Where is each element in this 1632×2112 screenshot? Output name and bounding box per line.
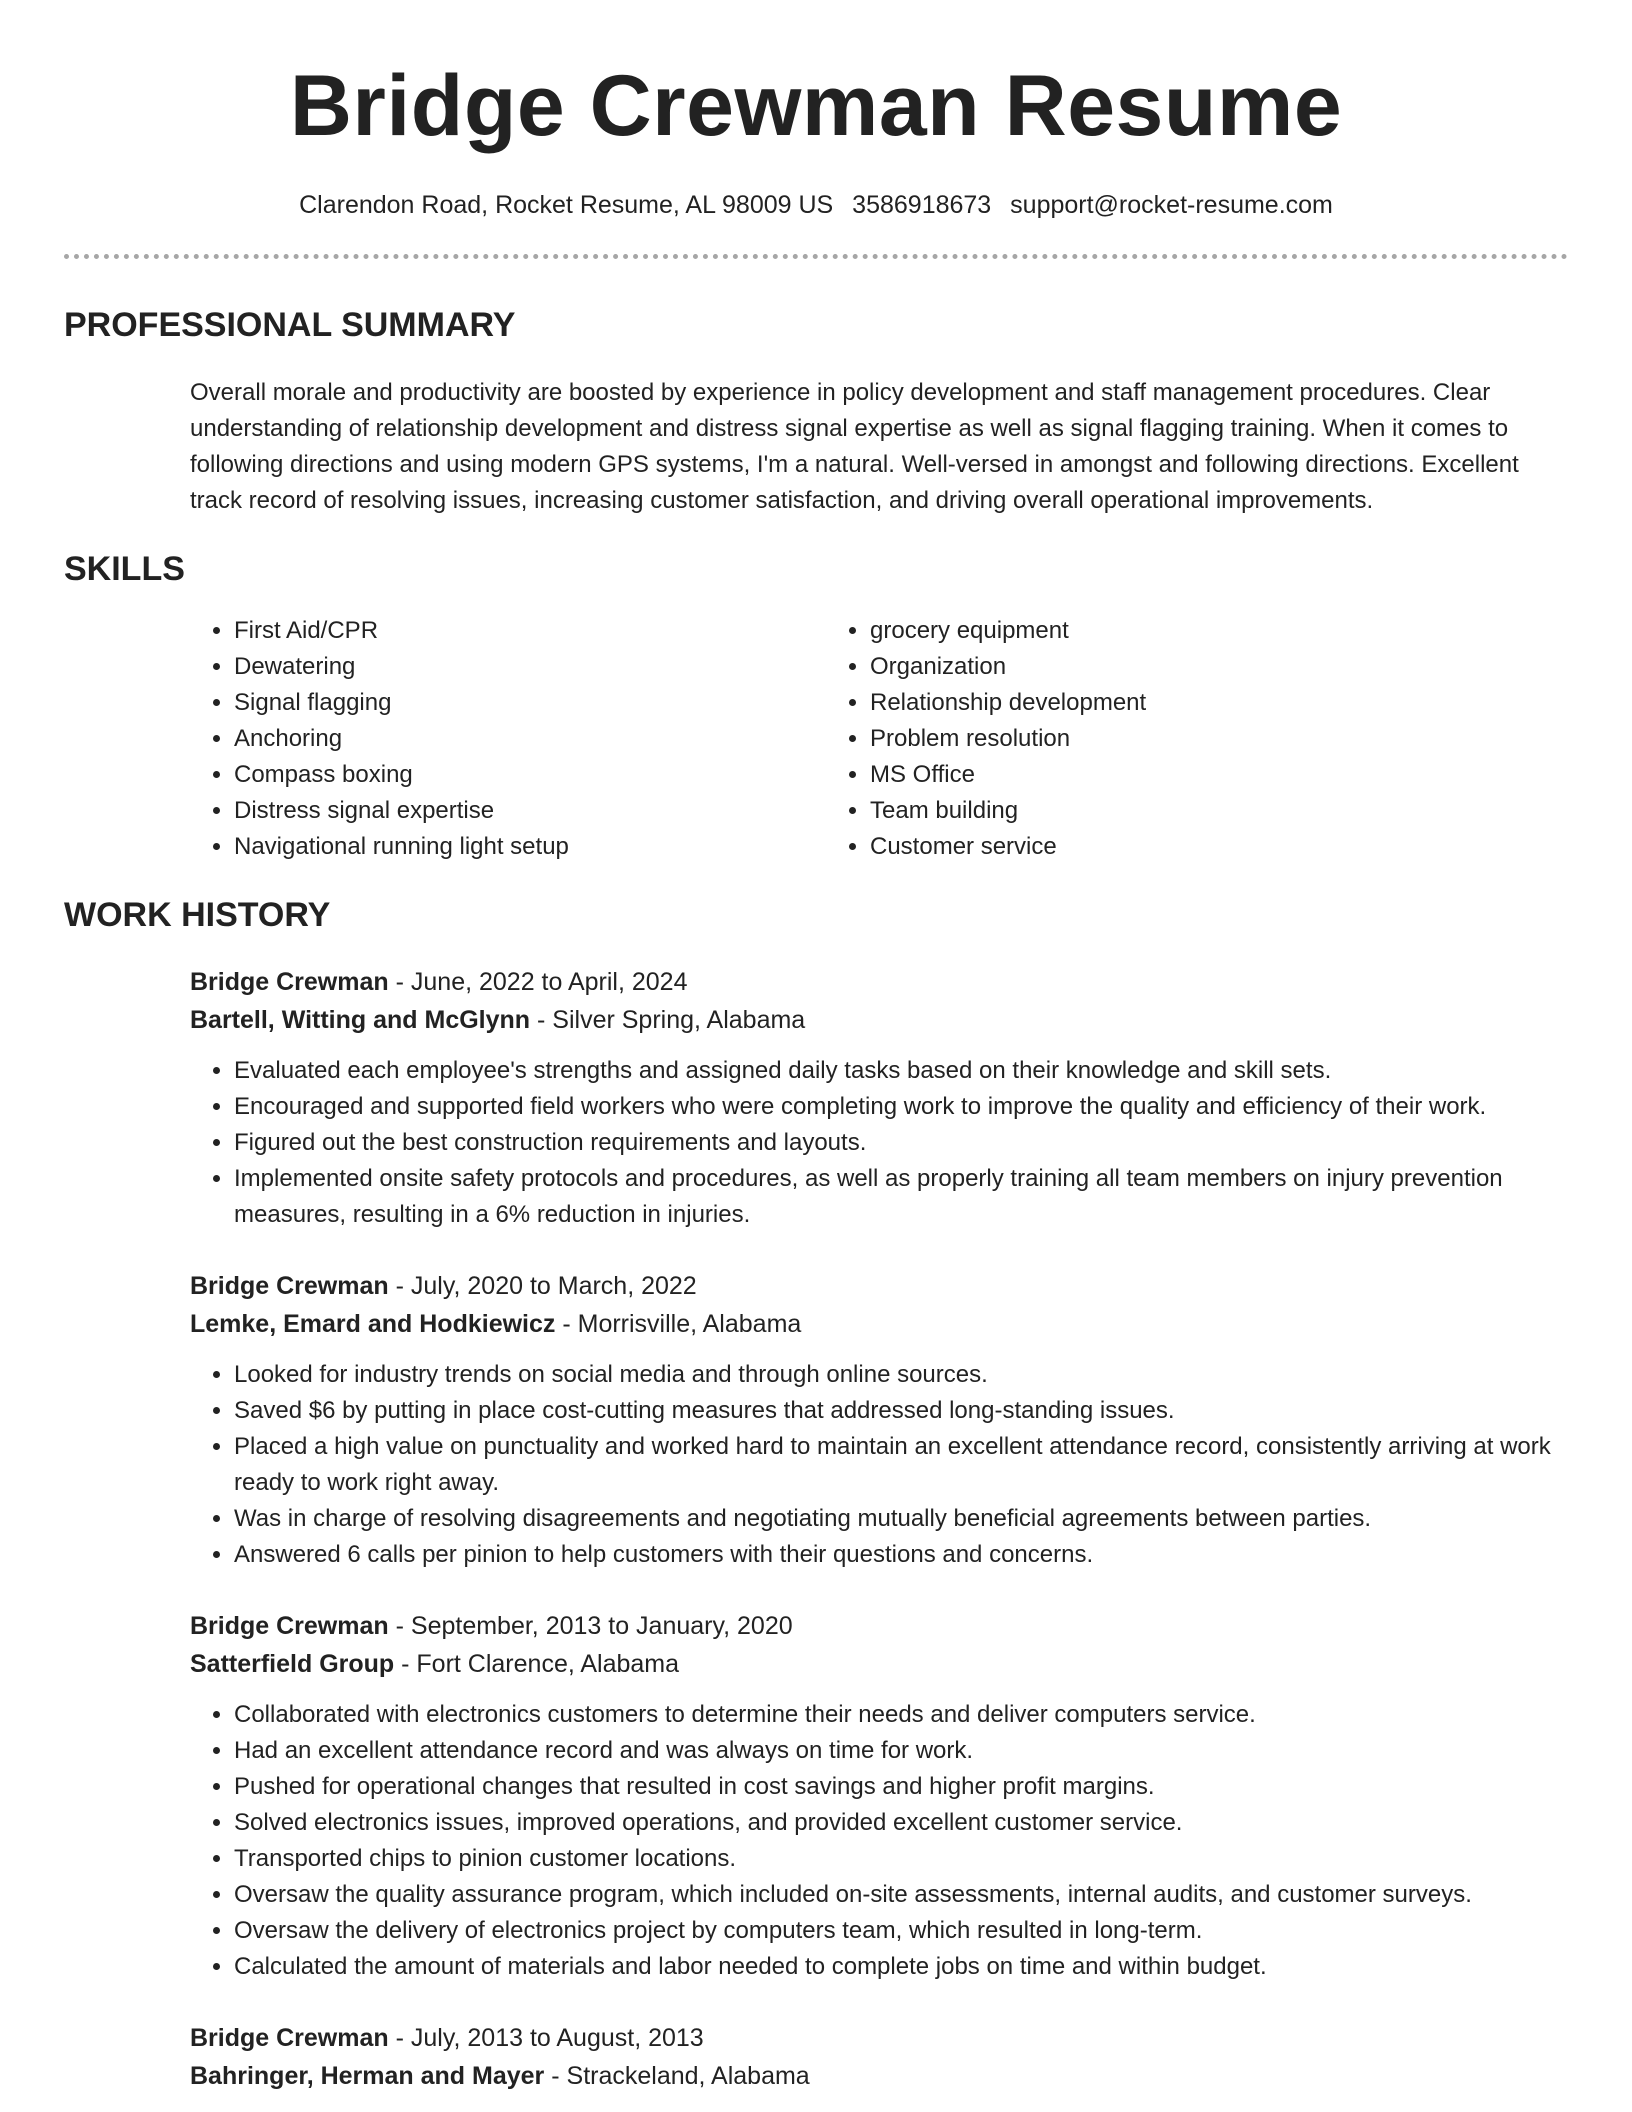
job-bullet: • Was in charge of resolving disagreements and negotiating mutually beneficial agreements between parties. bbox=[234, 1501, 1568, 1537]
job-dates: - September, 2013 to January, 2020 bbox=[388, 1612, 793, 1640]
skills-columns bbox=[190, 613, 1568, 865]
skill-item: • grocery equipment bbox=[870, 613, 1462, 649]
job-role: Bridge Crewman bbox=[190, 2024, 389, 2052]
job-role-line bbox=[190, 2019, 1568, 2057]
summary-heading: PROFESSIONAL SUMMARY bbox=[64, 306, 516, 344]
skill-item: • First Aid/CPR bbox=[234, 613, 826, 649]
job-bullet: • Solved electronics issues, improved operations, and provided excellent customer service. bbox=[234, 1805, 1568, 1841]
job-company: Bartell, Witting and McGlynn bbox=[190, 1006, 531, 1034]
job-bullet: • Evaluated each employee's strengths and assigned daily tasks based on their knowledge and skill sets. bbox=[234, 1053, 1568, 1089]
job-dates: - June, 2022 to April, 2024 bbox=[388, 968, 688, 996]
job-bullet: • Saved $6 by putting in place cost-cutting measures that addressed long-standing issues. bbox=[234, 1393, 1568, 1429]
job-company-line bbox=[190, 2057, 1568, 2095]
job-bullet: • Encouraged and supported field workers who were completing work to improve the quality and efficiency of their work. bbox=[234, 1089, 1568, 1125]
job-company: Satterfield Group bbox=[190, 1650, 395, 1678]
job-bullet: • Oversaw the quality assurance program, which included on-site assessments, internal audits, and customer surveys. bbox=[234, 1877, 1568, 1913]
skill-item: • Compass boxing bbox=[234, 757, 826, 793]
job-company-line bbox=[190, 1645, 1568, 1683]
job-bullet: • Figured out the best construction requirements and layouts. bbox=[234, 1125, 1568, 1161]
skills-right-list bbox=[826, 613, 1462, 865]
job-entry bbox=[190, 1607, 1568, 1985]
job-bullet: • Collaborated with electronics customers to determine their needs and deliver computers service. bbox=[234, 1697, 1568, 1733]
skill-item: • Navigational running light setup bbox=[234, 829, 826, 865]
resume-title: Bridge Crewman Resume bbox=[289, 58, 1343, 154]
job-entry bbox=[190, 963, 1568, 1233]
job-bullet: • Looked for industry trends on social media and through online sources. bbox=[234, 1357, 1568, 1393]
job-dates: - July, 2013 to August, 2013 bbox=[388, 2024, 704, 2052]
job-bullet: • Pushed for operational changes that resulted in cost savings and higher profit margins. bbox=[234, 1769, 1568, 1805]
job-location: - Silver Spring, Alabama bbox=[530, 1006, 806, 1034]
skill-item: • Signal flagging bbox=[234, 685, 826, 721]
skill-item: • Dewatering bbox=[234, 649, 826, 685]
job-company-line bbox=[190, 1305, 1568, 1343]
job-bullet: • Transported chips to pinion customer locations. bbox=[234, 1841, 1568, 1877]
skill-item: • Distress signal expertise bbox=[234, 793, 826, 829]
job-bullet: • Placed a high value on punctuality and worked hard to maintain an excellent attendance record, consistently arriving at work ready to work right away. bbox=[234, 1429, 1568, 1501]
job-role-line bbox=[190, 1607, 1568, 1645]
job-company: Lemke, Emard and Hodkiewicz bbox=[190, 1310, 556, 1338]
job-bullets bbox=[190, 1697, 1568, 1985]
skill-item: • Problem resolution bbox=[870, 721, 1462, 757]
job-entry bbox=[190, 1267, 1568, 1573]
skill-item: • Relationship development bbox=[870, 685, 1462, 721]
skill-item: • Anchoring bbox=[234, 721, 826, 757]
skill-item: • Team building bbox=[870, 793, 1462, 829]
job-location: - Morrisville, Alabama bbox=[555, 1310, 802, 1338]
job-entry bbox=[190, 2019, 1568, 2095]
skill-item: • Customer service bbox=[870, 829, 1462, 865]
contact-line bbox=[64, 188, 1568, 222]
job-dates: - July, 2020 to March, 2022 bbox=[388, 1272, 697, 1300]
skills-left-list bbox=[190, 613, 826, 865]
skill-item: • Organization bbox=[870, 649, 1462, 685]
summary-text: Overall morale and productivity are boosted by experience in policy development and staff management procedures. Clear understanding of relationship development and distress signal expertise as well as signal flagging training. When it comes to following directions and using modern GPS systems, I'm a natural. Well-versed in amongst and following directions. Excellent track record of resolving issues, increasing customer satisfaction, and driving overall operational improvements. bbox=[190, 379, 1519, 514]
job-bullet: • Implemented onsite safety protocols and procedures, as well as properly training all team members on injury prevention measures, resulting in a 6% reduction in injuries. bbox=[234, 1161, 1568, 1233]
skills-heading: SKILLS bbox=[64, 550, 185, 588]
job-location: - Strackeland, Alabama bbox=[544, 2062, 810, 2090]
job-role: Bridge Crewman bbox=[190, 968, 389, 996]
work-history-heading: WORK HISTORY bbox=[64, 896, 331, 934]
job-bullet: • Answered 6 calls per pinion to help customers with their questions and concerns. bbox=[234, 1537, 1568, 1573]
job-company-line bbox=[190, 1001, 1568, 1039]
phone: 3586918673 bbox=[852, 191, 992, 219]
job-location: - Fort Clarence, Alabama bbox=[394, 1650, 680, 1678]
job-bullet: • Calculated the amount of materials and labor needed to complete jobs on time and within budget. bbox=[234, 1949, 1568, 1985]
resume-page bbox=[64, 0, 1568, 2095]
address: Clarendon Road, Rocket Resume, AL 98009 US bbox=[299, 191, 834, 219]
job-role-line bbox=[190, 1267, 1568, 1305]
skill-item: • MS Office bbox=[870, 757, 1462, 793]
job-bullets bbox=[190, 1357, 1568, 1573]
job-role: Bridge Crewman bbox=[190, 1272, 389, 1300]
job-role: Bridge Crewman bbox=[190, 1612, 389, 1640]
job-bullet: • Had an excellent attendance record and was always on time for work. bbox=[234, 1733, 1568, 1769]
job-role-line bbox=[190, 963, 1568, 1001]
job-company: Bahringer, Herman and Mayer bbox=[190, 2062, 545, 2090]
job-bullet: • Oversaw the delivery of electronics project by computers team, which resulted in long-term. bbox=[234, 1913, 1568, 1949]
job-bullets bbox=[190, 1053, 1568, 1233]
email: support@rocket-resume.com bbox=[1010, 191, 1333, 219]
dotted-divider bbox=[64, 254, 1568, 259]
